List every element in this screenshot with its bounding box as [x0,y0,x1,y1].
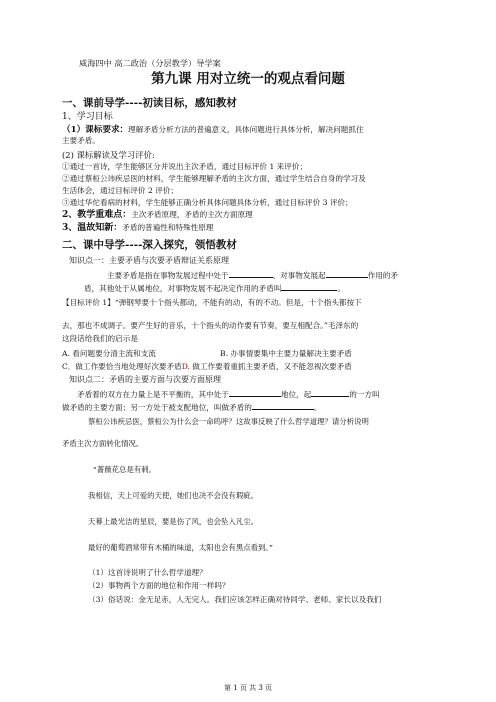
school-header: 威海四中 高二政治（分层教学）导学案 [79,58,221,68]
evaluation-item-2: ②通过蔡桓公讳疾忌医的材料，学生能够理解矛盾的主次方面，通过学生结合自身的学习及 [62,174,366,183]
standard-requirement-text: 理解矛盾分析方法的普遍意义，具体问题进行具体分析，解决问题抓住 [128,125,364,134]
option-b: B. 办事情要集中主要力量解决主要矛盾 [220,349,352,358]
sub-question-3: （3）俗话说：金无足赤，人无完人。我们应该怎样正确对待同学、老师、家长以及我们 [88,595,382,604]
question-cai-huangong-cont: 矛盾主次方面转化情况。 [62,439,144,448]
kp2-text-b2: 。 [313,403,322,412]
target-evaluation-1-text: “弹钢琴要十个指头都动，不能有的动，有的不动。但是，十个指头都按下 [114,298,362,307]
evaluation-item-1: ①通过一首诗，学生能够区分并说出主次矛盾，通过目标评价 1 来评价； [62,162,308,171]
fill-blank[interactable] [281,282,337,291]
section-2-heading: 二、课中导学----深入探究，领悟教材 [62,239,237,251]
kp1-text-a1: 主要矛盾是指在事物发展过程中处于 [107,271,229,280]
question-cai-huangong: 蔡桓公讳疾忌医，蔡桓公为什么会一命呜呼？这故事反映了什么哲学道理？请分析说明 [88,417,369,426]
option-d-marker: D. [181,362,190,371]
review-points-label: 3、温故知新： [62,223,123,233]
kp2-text-a3: 的一方叫 [349,390,380,399]
option-c: C．做工作要恰当地处理好次要矛盾 [62,362,182,371]
sub-question-1: （1）这首诗说明了什么哲学道理？ [88,568,207,577]
poem-line-3: 天幕上最光洁的星辰，要是伤了风，也会坠入凡尘。 [88,517,258,526]
kp2-text-a2: 地位，起 [280,390,312,399]
standard-requirement-cont: 主要矛盾。 [62,136,100,145]
key-points-text: 主次矛盾原理，矛盾的主次方面原理 [131,210,253,219]
review-points [62,223,213,234]
page-footer: 第 1 页 共 3 页 [223,684,273,692]
standard-requirement [62,125,364,135]
fill-blank[interactable] [252,401,314,410]
section-1-heading: 一、课前导学----初读目标，感知教材 [62,97,237,109]
fill-blank[interactable] [229,269,273,278]
poem-line-2: 我相信，天上可爱的天使，她们也决不会没有瑕疵。 [88,491,258,500]
key-points [62,210,253,221]
option-d: 做工作要着重抓主要矛盾，又不能忽视次要矛盾 [189,362,352,371]
kp2-text-a1: 矛盾着的双方在力量上是不平衡的，其中处于 [77,390,229,399]
kp1-text-a2: 、对事物发展起 [272,271,326,280]
kp2-text-line-1 [77,388,380,400]
option-c-d [62,362,352,372]
option-a: A. 看问题要分清主流和支流 [62,349,156,358]
target-evaluation-1-label: 【目标评价 1】 [62,298,115,307]
sub-question-2: （2）事物两个方面的地位和作用一样吗？ [88,581,230,590]
lesson-title: 第九课 用对立统一的观点看问题 [151,71,345,87]
kp1-text-b2: 。 [337,284,346,293]
target-evaluation-1-cont-2: 这段话给我们的启示是 [62,334,138,343]
knowledge-point-1: 知识点一：主要矛盾与次要矛盾辩证关系原理 [69,256,229,265]
kp1-text-line-2 [84,282,345,294]
kp1-text-b1: 盾，其他处于从属地位，对事物发展不起决定作用的矛盾叫 [84,284,282,293]
kp2-text-line-2 [62,401,321,413]
standard-requirement-label: （1）课标要求： [62,125,129,135]
target-evaluation-1 [62,298,362,308]
kp2-text-b1: 做矛盾的主要方面；另一方处于被支配地位，叫做矛盾的 [62,403,252,412]
learning-goals-title: 1、学习目标 [62,112,113,122]
evaluation-item-3: ③通过华佗看病的材料，学生能够正确分析具体问题具体分析，通过目标评价 3 评价； [62,198,353,207]
evaluation-item-2-cont: 生活体会，通过目标评价 2 评价； [62,186,178,195]
poem-line-4: 最好的葡萄酒常带有木桶的味道，太阳也会有黑点看到。” [88,543,273,552]
review-points-text: 矛盾的普遍性和特殊性原理 [122,223,214,232]
fill-blank[interactable] [326,269,368,278]
evaluation-title: (2) 课标解读及学习评价: [62,150,155,160]
kp1-text-a3: 作用的矛 [367,271,399,280]
fill-blank[interactable] [311,388,349,397]
kp1-text-line-1 [107,269,398,281]
fill-blank[interactable] [229,388,281,397]
poem-line-1: “蔷薇花总是有刺。 [93,465,156,474]
knowledge-point-2: 知识点二：矛盾的主要方面与次要方面原理 [69,375,221,384]
key-points-label: 2、教学重难点： [62,210,132,220]
target-evaluation-1-cont-1: 去，那也不成调子。要产生好的音乐，十个指头的动作要有节奏，要互相配合。”毛泽东的 [62,321,359,330]
